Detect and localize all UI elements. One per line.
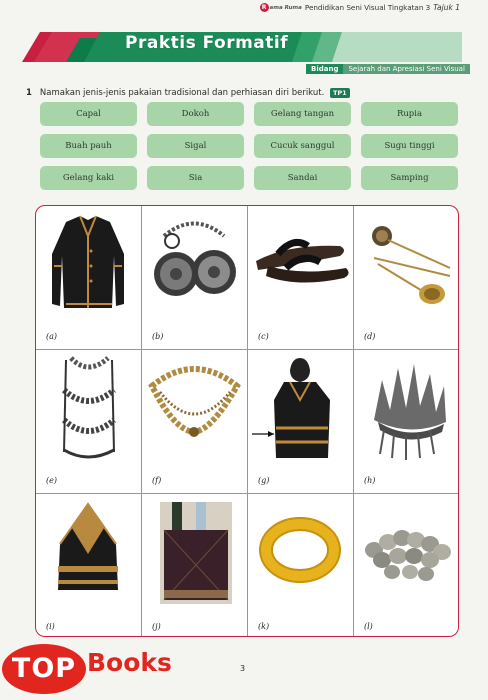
item-cell-g (248, 350, 353, 493)
item-cell-h (354, 350, 459, 493)
tp-badge: TP1 (330, 88, 350, 98)
word-chip: Gelang kaki (40, 166, 137, 190)
item-label: (e) (46, 476, 57, 485)
item-label: (b) (152, 332, 164, 341)
word-chip: Cucuk sanggul (254, 134, 351, 158)
item-label: (l) (364, 622, 373, 631)
coin-belt-icon (354, 494, 459, 609)
word-bank (40, 102, 460, 190)
image-grid (35, 205, 459, 637)
item-cell-b (142, 206, 247, 349)
cucuk-sanggul-icon (354, 206, 459, 321)
word-chip: Sandai (254, 166, 351, 190)
necklace-icon (142, 350, 247, 468)
item-label: (j) (152, 622, 161, 631)
item-cell-a (36, 206, 141, 349)
item-label: (k) (258, 622, 270, 631)
item-label: (c) (258, 332, 269, 341)
item-cell-e (36, 350, 141, 493)
watermark-logo (0, 640, 190, 698)
item-cell-k (248, 494, 353, 637)
item-cell-c (248, 206, 353, 349)
page-number: 3 (240, 664, 246, 673)
word-chip: Samping (361, 166, 458, 190)
question-text (40, 88, 350, 98)
capal-sandal-icon (248, 206, 353, 321)
watermark-top: TOP (2, 644, 86, 694)
publisher-logo-text: ama Ruma (269, 4, 302, 11)
publisher-logo (260, 3, 302, 12)
word-chip: Sugu tinggi (361, 134, 458, 158)
word-chip: Gelang tangan (254, 102, 351, 126)
item-cell-j (142, 494, 247, 637)
word-chip: Dokoh (147, 102, 244, 126)
baju-jacket-icon (36, 206, 141, 321)
item-cell-i (36, 494, 141, 637)
word-chip: Buah pauh (40, 134, 137, 158)
item-label: (f) (152, 476, 162, 485)
running-header (260, 3, 461, 12)
banner-title: Praktis Formatif (125, 33, 289, 53)
chapter-label: Tajuk 1 (433, 3, 460, 12)
samping-cloth-icon (142, 494, 247, 609)
sandai-chain-icon (36, 350, 141, 468)
item-label: (d) (364, 332, 376, 341)
item-label: (a) (46, 332, 58, 341)
item-label: (i) (46, 622, 55, 631)
bidang-tag (306, 63, 470, 75)
item-cell-d (354, 206, 459, 349)
vest-with-arrow-icon (248, 350, 353, 468)
word-chip: Capal (40, 102, 137, 126)
bidang-label: Bidang (306, 64, 343, 74)
item-label: (h) (364, 476, 376, 485)
book-title: Pendidikan Seni Visual Tingkatan 3 (304, 3, 431, 12)
watermark-books: Books (87, 648, 172, 677)
gelang-bangle-icon (248, 494, 353, 609)
item-cell-f (142, 350, 247, 493)
item-label: (g) (258, 476, 270, 485)
question-text-body: Namakan jenis-jenis pakaian tradisional dan perhiasan diri berikut. (39, 88, 325, 98)
word-chip: Sia (147, 166, 244, 190)
word-chip: Rupia (361, 102, 458, 126)
sugu-tinggi-crown-icon (354, 350, 459, 468)
publisher-logo-letter: R (260, 3, 269, 12)
word-chip: Sigal (147, 134, 244, 158)
item-cell-l (354, 494, 459, 637)
dokoh-pendant-icon (142, 206, 247, 321)
question-number: 1 (26, 88, 32, 98)
question-line (26, 88, 350, 98)
bidang-value: Sejarah dan Apresiasi Seni Visual (343, 64, 469, 74)
sigal-headwear-icon (36, 494, 141, 609)
